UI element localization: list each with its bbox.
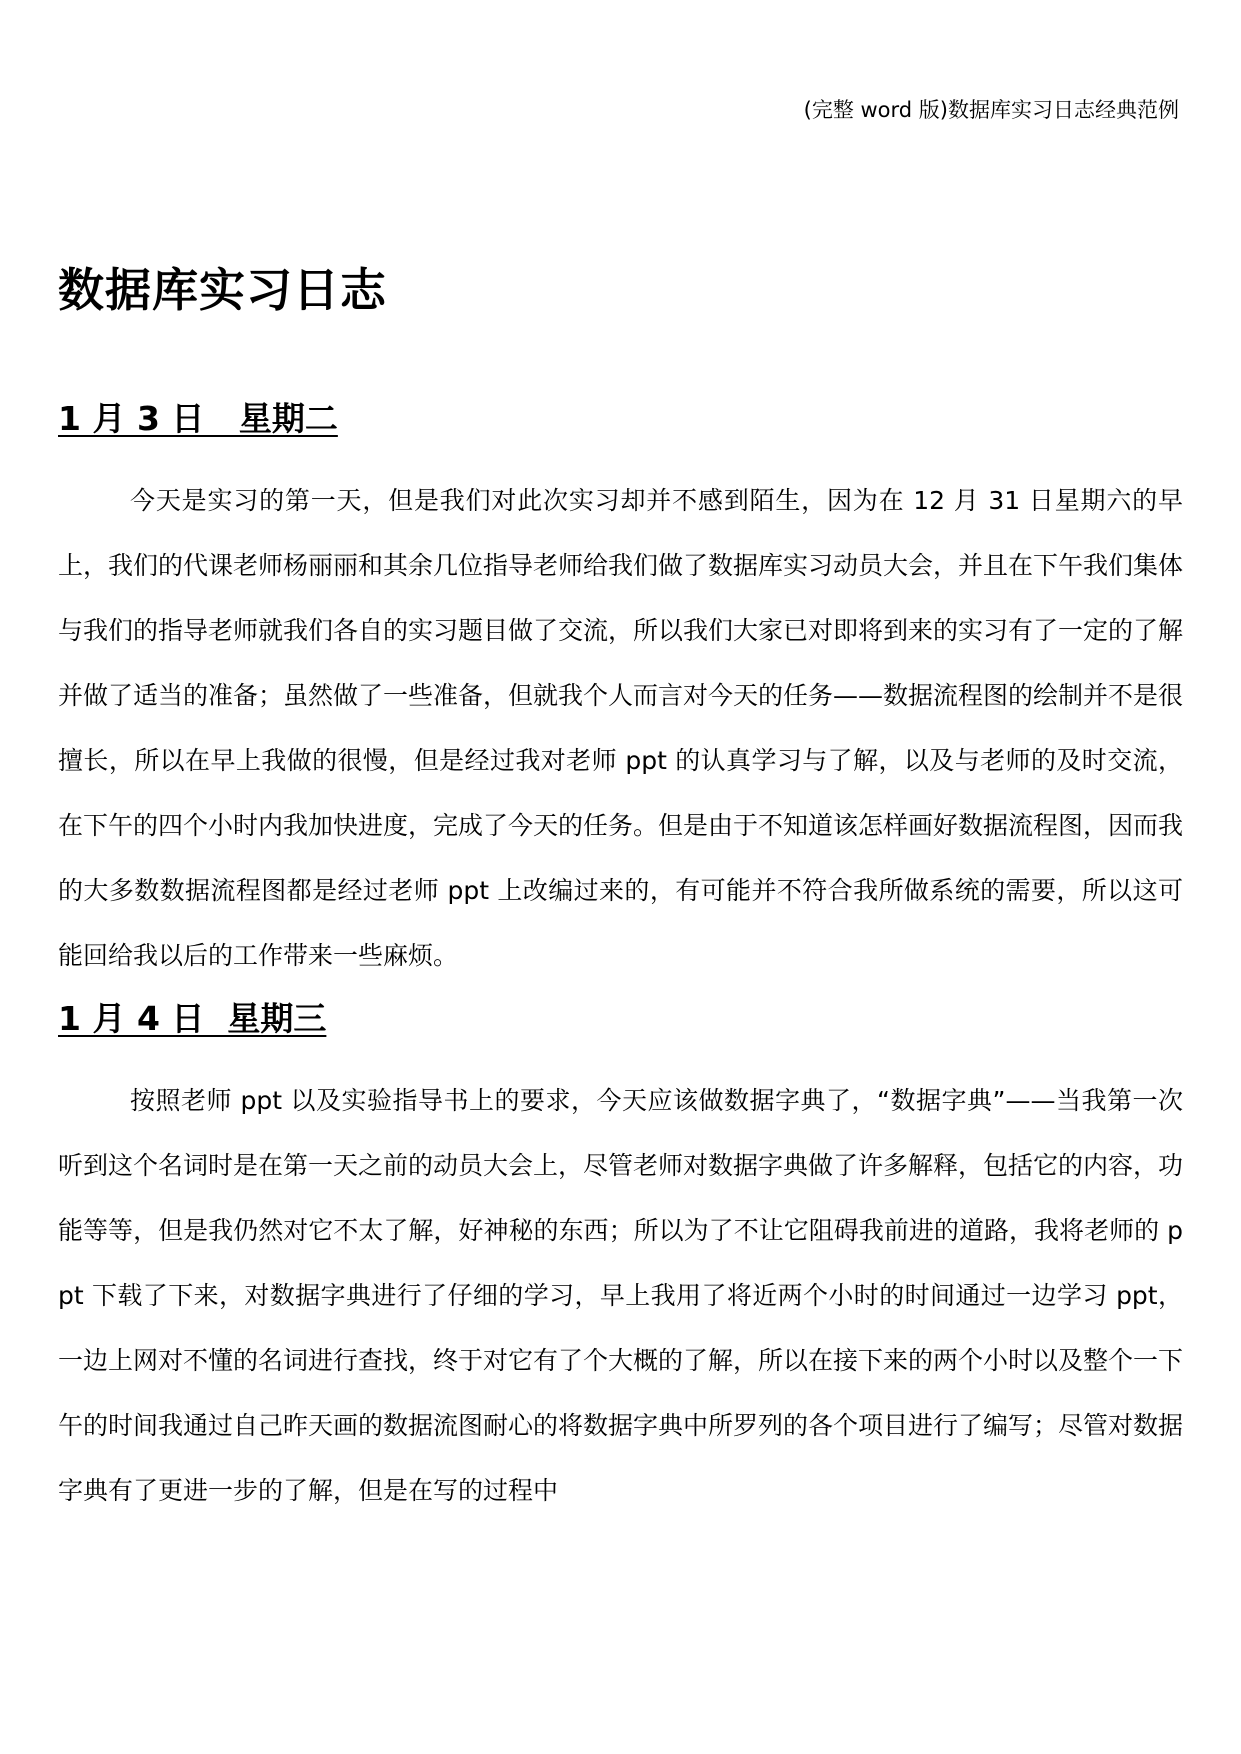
document-title: 数据库实习日志 xyxy=(58,263,387,317)
section-body-jan-3: 今天是实习的第一天，但是我们对此次实习却并不感到陌生，因为在 12 月 31 日星期六的早上，我们的代课老师杨丽丽和其余几位指导老师给我们做了数据库实习动员大会，并且在下午我们集体与我们的指导老师就我们各自的实习题目做了交流，所以我们大家已对即将到来的实习有了一定的了解并做了适当的准备；虽然做了一些准备，但就我个人而言对今天的任务——数据流程图的绘制并不是很擅长，所以在早上我做的很慢，但是经过我对老师 ppt 的认真学习与了解，以及与老师的及时交流，在下午的四个小时内我加快进度，完成了今天的任务。但是由于不知道该怎样画好数据流程图，因而我的大多数数据流程图都是经过老师 ppt 上改编过来的，有可能并不符合我所做系统的需要，所以这可能回给我以后的工作带来一些麻烦。 xyxy=(58,486,1184,970)
section-heading-jan-3: 1 月 3 日 星期二 xyxy=(58,399,338,438)
section-body-jan-4: 按照老师 ppt 以及实验指导书上的要求，今天应该做数据字典了，“数据字典”——当我第一次听到这个名词时是在第一天之前的动员大会上，尽管老师对数据字典做了许多解释，包括它的内容，功能等等，但是我仍然对它不太了解，好神秘的东西；所以为了不让它阻碍我前进的道路，我将老师的 ppt 下载了下来，对数据字典进行了仔细的学习，早上我用了将近两个小时的时间通过一边学习 ppt，一边上网对不懂的名词进行查找，终于对它有了个大概的了解，所以在接下来的两个小时以及整个一下午的时间我通过自己昨天画的数据流图耐心的将数据字典中所罗列的各个项目进行了编写；尽管对数据字典有了更进一步的了解，但是在写的过程中 xyxy=(58,1086,1184,1505)
running-header: (完整 word 版)数据库实习日志经典范例 xyxy=(803,98,1179,122)
section-heading-jan-4: 1 月 4 日 星期三 xyxy=(58,999,327,1038)
